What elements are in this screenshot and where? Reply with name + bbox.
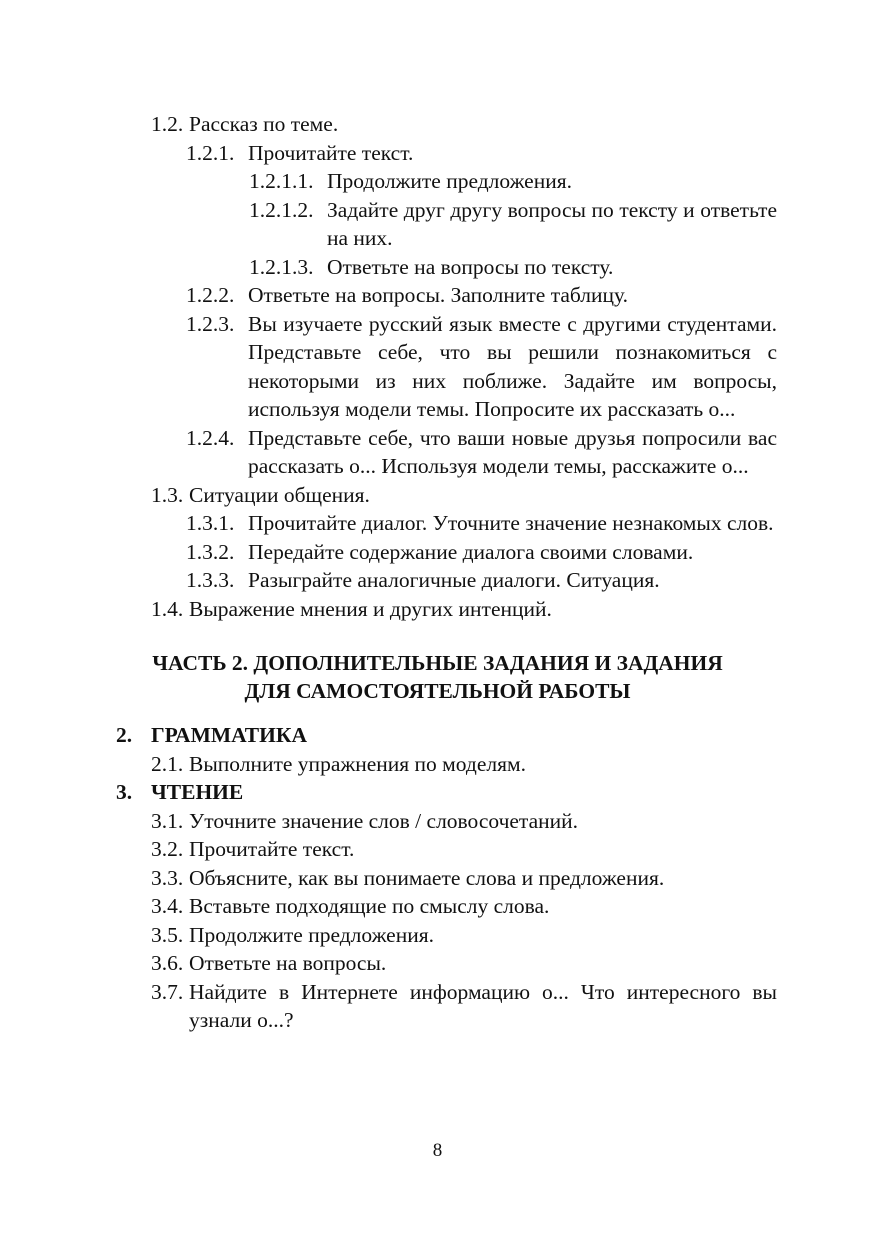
item-text: Продолжите предложения.	[327, 169, 573, 193]
page-number: 8	[432, 1140, 443, 1161]
item-number: 2.1.	[151, 751, 184, 776]
list-item-1-2-1-1	[249, 167, 777, 196]
page-content	[0, 110, 875, 1035]
list-item-3-4	[151, 892, 777, 921]
item-text: Ситуации общения.	[189, 482, 370, 507]
list-item-1-3-2	[186, 538, 777, 567]
item-number: 3.1.	[151, 808, 184, 833]
item-number: 1.2.1.3.	[249, 254, 314, 279]
section-number: 2.	[116, 723, 133, 747]
item-text: Найдите в Интернете информацию о... Что интересного вы узнали о...?	[189, 979, 777, 1032]
item-text: Разыграйте аналогичные диалоги. Ситуация.	[248, 568, 660, 592]
item-text: Вы изучаете русский язык вместе с другими студентами. Представьте себе, что вы решили познакомиться с некоторыми из них поближе. Задайте им вопросы, используя модели темы. Попросите их рассказать о...	[248, 311, 777, 421]
item-number: 1.2.3.	[186, 311, 235, 336]
item-number: 3.4.	[151, 894, 184, 918]
item-number: 1.4.	[151, 596, 184, 621]
section-title: ЧТЕНИЕ	[151, 780, 244, 804]
item-number: 1.3.1.	[186, 511, 235, 535]
list-item-1-2-1-3	[249, 253, 777, 282]
item-text: Прочитайте диалог. Уточните значение незнакомых слов.	[248, 511, 774, 535]
item-number: 1.3.3.	[186, 568, 235, 592]
list-item-3-2	[151, 835, 777, 864]
item-text: Прочитайте текст.	[189, 837, 355, 861]
item-text: Представьте себе, что ваши новые друзья попросили вас рассказать о... Используя модели темы, расскажите о...	[248, 425, 777, 478]
item-text: Прочитайте текст.	[248, 140, 414, 165]
item-number: 1.3.2.	[186, 539, 235, 564]
part2-heading-line2: ДЛЯ САМОСТОЯТЕЛЬНОЙ РАБОТЫ	[244, 679, 631, 703]
reading-heading	[116, 778, 875, 807]
item-text: Рассказ по теме.	[189, 112, 339, 136]
list-item-1-4	[151, 595, 777, 624]
section-title: ГРАММАТИКА	[151, 723, 307, 747]
item-number: 1.2.	[151, 112, 184, 136]
item-text: Ответьте на вопросы. Заполните таблицу.	[248, 283, 629, 307]
list-item-1-2-1-2	[249, 196, 777, 253]
item-number: 3.7.	[151, 979, 184, 1004]
item-number: 1.2.1.1.	[249, 169, 314, 193]
list-item-1-2-3	[186, 310, 777, 424]
item-text: Ответьте на вопросы.	[189, 951, 387, 975]
item-text: Ответьте на вопросы по тексту.	[327, 254, 614, 279]
item-number: 3.2.	[151, 837, 184, 861]
section-number: 3.	[116, 780, 133, 804]
item-number: 3.5.	[151, 922, 184, 947]
list-item-3-6	[151, 949, 777, 978]
list-item-1-3	[151, 481, 777, 510]
item-text: Уточните значение слов / словосочетаний.	[189, 808, 579, 833]
item-text: Передайте содержание диалога своими словами.	[248, 539, 694, 564]
item-number: 1.2.2.	[186, 283, 235, 307]
item-text: Выполните упражнения по моделям.	[189, 751, 526, 776]
list-item-3-7	[151, 978, 777, 1035]
item-number: 3.6.	[151, 951, 184, 975]
item-number: 1.2.1.2.	[249, 197, 314, 222]
part2-heading	[0, 649, 875, 705]
part2-heading-line1: ЧАСТЬ 2. ДОПОЛНИТЕЛЬНЫЕ ЗАДАНИЯ И ЗАДАНИЯ	[152, 651, 723, 675]
item-text: Вставьте подходящие по смыслу слова.	[189, 894, 550, 918]
item-number: 3.3.	[151, 865, 184, 890]
list-item-1-2-2	[186, 281, 777, 310]
list-item-1-2-1	[186, 139, 777, 168]
list-item-3-1	[151, 807, 777, 836]
list-item-1-2-4	[186, 424, 777, 481]
item-text: Объясните, как вы понимаете слова и предложения.	[189, 865, 665, 890]
list-item-3-5	[151, 921, 777, 950]
list-item-1-3-3	[186, 566, 777, 595]
item-number: 1.2.4.	[186, 425, 235, 450]
item-text: Продолжите предложения.	[189, 922, 435, 947]
list-item-1-2	[151, 110, 777, 139]
list-item-3-3	[151, 864, 777, 893]
item-number: 1.2.1.	[186, 140, 235, 165]
grammar-heading	[116, 721, 875, 750]
list-item-2-1	[151, 750, 777, 779]
item-text: Задайте друг другу вопросы по тексту и ответьте на них.	[327, 197, 777, 250]
item-text: Выражение мнения и других интенций.	[189, 596, 552, 621]
item-number: 1.3.	[151, 482, 184, 507]
list-item-1-3-1	[186, 509, 777, 538]
